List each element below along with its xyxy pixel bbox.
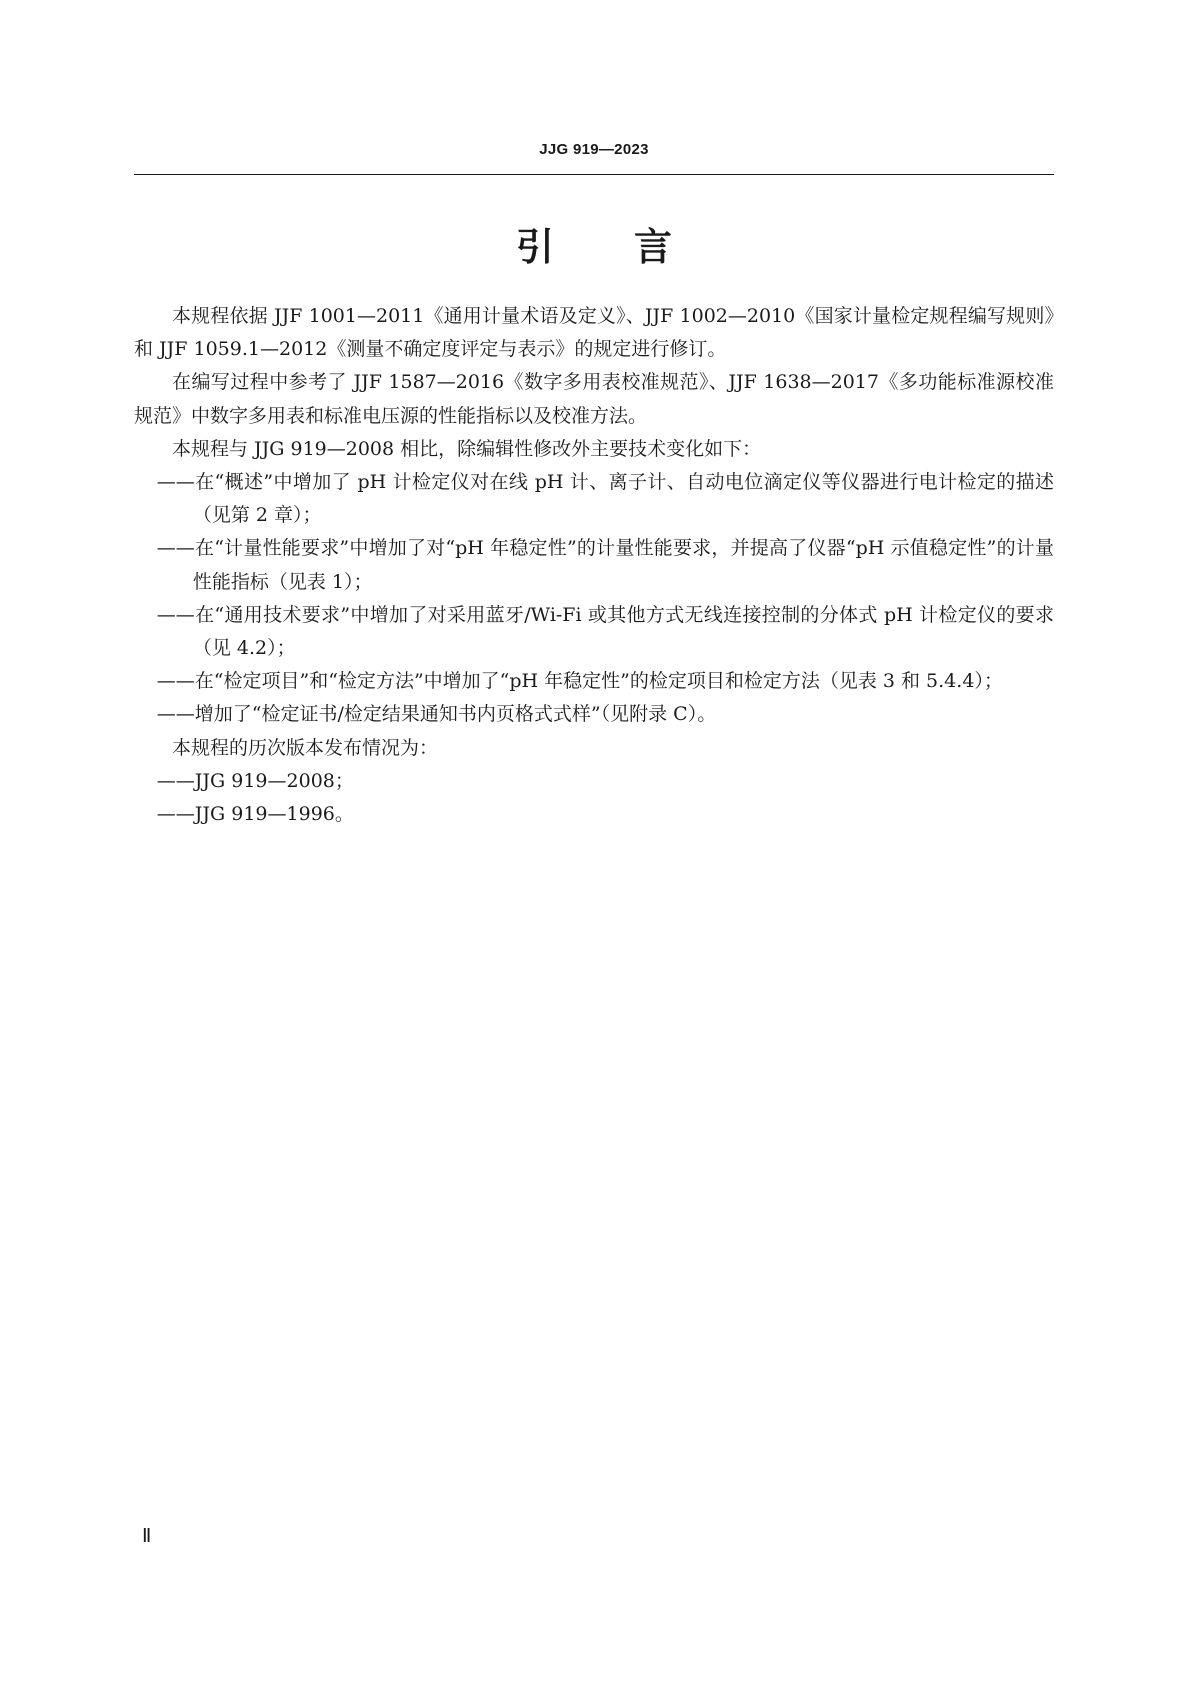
running-header: JJG 919—2023 (539, 141, 649, 158)
change-item: ——在“计量性能要求”中增加了对“pH 年稳定性”的计量性能要求，并提高了仪器“pH 示值稳定性”的计量性能指标（见表 1）； (156, 537, 1054, 593)
history-item: ——JJG 919—2008； (156, 769, 354, 792)
header-divider (134, 174, 1054, 175)
paragraph-basis: 本规程依据 JJF 1001—2011《通用计量术语及定义》、JJF 1002—2010《国家计量检定规程编写规则》和 JJF 1059.1—2012《测量不确定度评定与表示》的规定进行修订。 (134, 305, 1054, 361)
change-item: ——在“概述”中增加了 pH 计检定仪对在线 pH 计、离子计、自动电位滴定仪等仪器进行电计检定的描述（见第 2 章）； (156, 471, 1054, 527)
document-body (134, 300, 1054, 831)
paragraph-history-intro: 本规程的历次版本发布情况为： (172, 736, 439, 759)
page-title: 引言 (515, 225, 752, 269)
change-item: ——在“检定项目”和“检定方法”中增加了“pH 年稳定性”的检定项目和检定方法（见表 3 和 5.4.4）； (156, 670, 1003, 693)
change-item: ——在“通用技术要求”中增加了对采用蓝牙/Wi-Fi 或其他方式无线连接控制的分体式 pH 计检定仪的要求（见 4.2）； (156, 603, 1054, 660)
paragraph-references: 在编写过程中参考了 JJF 1587—2016《数字多用表校准规范》、JJF 1638—2017《多功能标准源校准规范》中数字多用表和标准电压源的性能指标以及校准方法。 (134, 371, 1054, 427)
page-number: Ⅱ (142, 1526, 152, 1547)
change-item: ——增加了“检定证书/检定结果通知书内页格式式样”（见附录 C）。 (156, 703, 717, 726)
paragraph-changes-intro: 本规程与 JJG 919—2008 相比，除编辑性修改外主要技术变化如下： (172, 437, 762, 460)
history-item: ——JJG 919—1996。 (156, 803, 354, 826)
